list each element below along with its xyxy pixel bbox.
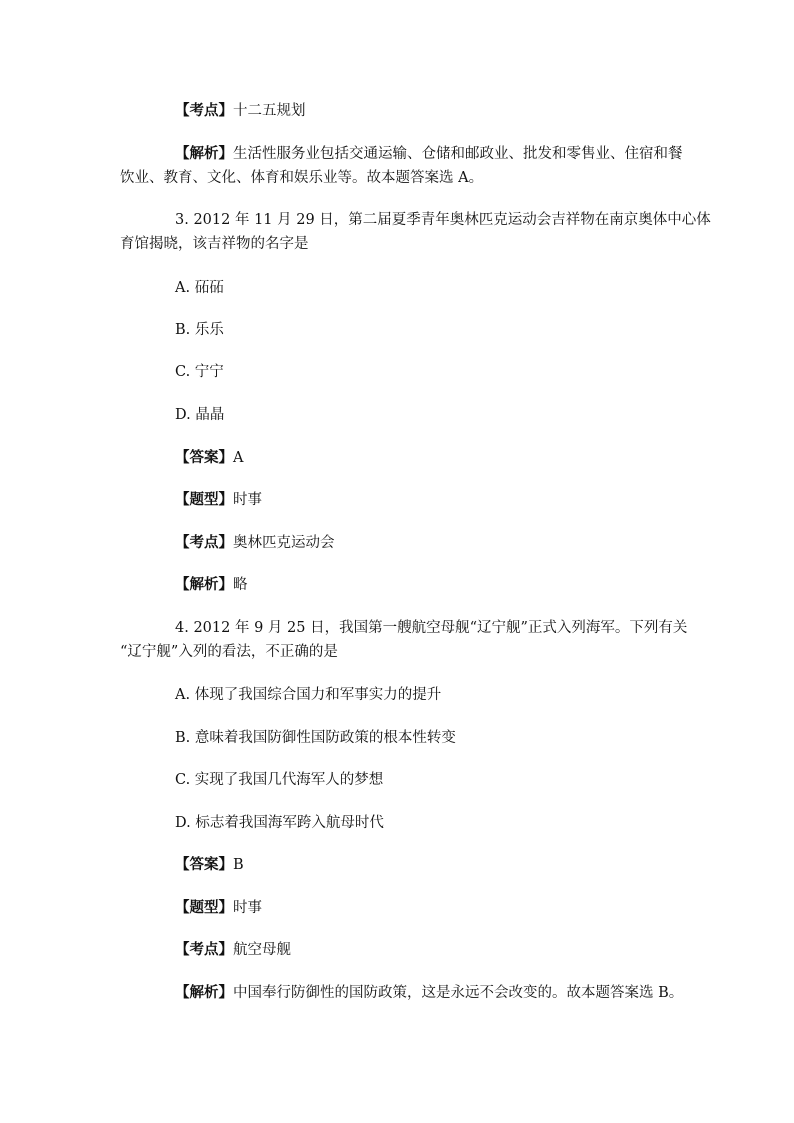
type-label: 【题型】: [175, 492, 233, 508]
q3-option-b: B. 乐乐: [175, 322, 224, 338]
answer-label: 【答案】: [175, 857, 233, 873]
kaodian-text: 十二五规划: [233, 103, 306, 119]
kaodian-value: 航空母舰: [233, 942, 291, 958]
q2-kaodian: [175, 101, 306, 121]
q3-option-d: D. 晶晶: [175, 407, 225, 423]
q4-option-b: B. 意味着我国防御性国防政策的根本性转变: [175, 730, 456, 746]
q3-option-a: A. 砳砳: [175, 280, 224, 296]
type-value: 时事: [233, 900, 262, 916]
q3-stem-line2: 育馆揭晓，该吉祥物的名字是: [120, 236, 309, 252]
q2-jiexi-line1: [175, 144, 683, 164]
answer-value: A: [233, 450, 244, 466]
kaodian-value: 奥林匹克运动会: [233, 535, 335, 551]
q4-stem-line1: 4. 2012 年 9 月 25 日，我国第一艘航空母舰“辽宁舰”正式入列海军。下列有关: [175, 620, 688, 636]
kaodian-label: 【考点】: [175, 103, 233, 119]
kaodian-label: 【考点】: [175, 942, 233, 958]
q4-option-d: D. 标志着我国海军跨入航母时代: [175, 815, 384, 831]
jiexi-value: 中国奉行防御性的国防政策，这是永远不会改变的。故本题答案选 B。: [233, 985, 684, 1001]
q3-option-c: C. 宁宁: [175, 364, 224, 380]
jiexi-label: 【解析】: [175, 985, 233, 1001]
answer-label: 【答案】: [175, 450, 233, 466]
q3-kaodian: [175, 533, 335, 553]
q3-answer: [175, 448, 243, 468]
jiexi-label: 【解析】: [175, 146, 233, 162]
q2-jiexi-line2: 饮业、教育、文化、体育和娱乐业等。故本题答案选 A。: [120, 170, 484, 186]
q4-answer: [175, 855, 244, 875]
q4-option-a: A. 体现了我国综合国力和军事实力的提升: [175, 687, 442, 703]
q3-stem-line1: 3. 2012 年 11 月 29 日，第二届夏季青年奥林匹克运动会吉祥物在南京奥体中心体: [175, 212, 711, 228]
q4-jiexi: [175, 983, 683, 1003]
q4-type: [175, 898, 262, 918]
jiexi-text: 生活性服务业包括交通运输、仓储和邮政业、批发和零售业、住宿和餐: [233, 146, 683, 162]
type-label: 【题型】: [175, 900, 233, 916]
q4-option-c: C. 实现了我国几代海军人的梦想: [175, 772, 384, 788]
answer-value: B: [233, 857, 244, 873]
jiexi-value: 略: [233, 577, 248, 593]
q3-jiexi: [175, 575, 248, 595]
q4-kaodian: [175, 940, 291, 960]
kaodian-label: 【考点】: [175, 535, 233, 551]
type-value: 时事: [233, 492, 262, 508]
jiexi-label: 【解析】: [175, 577, 233, 593]
q4-stem-line2: “辽宁舰”入列的看法，不正确的是: [120, 644, 338, 660]
q3-type: [175, 490, 262, 510]
